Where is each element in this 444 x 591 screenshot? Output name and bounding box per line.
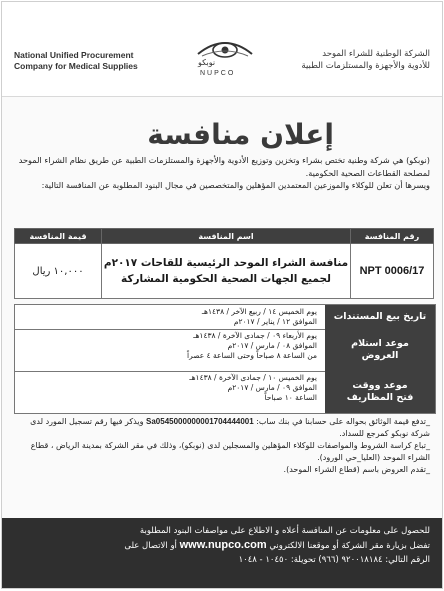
org-name-arabic: الشركة الوطنية للشراء الموحد للأدوية والأجهزة والمستلزمات الطبية bbox=[301, 49, 430, 71]
tender-price: ١٠,٠٠٠ ريال bbox=[15, 244, 102, 299]
note-payment bbox=[14, 416, 430, 440]
date-row-bid-submission bbox=[15, 329, 435, 372]
date-value: يوم الخميس ١٠ / جمادى الآخرة / ١٤٣٨هـ الموافق ٠٩ / مارس / ٢٠١٧م الساعة ١٠ صباحاً bbox=[189, 373, 317, 402]
org-name-english: National Unified Procurement Company for Medical Supplies bbox=[14, 50, 138, 71]
date-label: موعد استلام العروض bbox=[325, 329, 435, 371]
header-tender-number: رقم المنافسة bbox=[351, 229, 434, 244]
logo-english-text: NUPCO bbox=[200, 70, 236, 77]
note-payment-prefix: _تدفع قيمة الوثائق بحواله على حسابنا في بنك ساب: bbox=[256, 417, 430, 426]
intro-text bbox=[14, 154, 430, 192]
header bbox=[2, 2, 442, 97]
footer-contact-box bbox=[2, 518, 442, 588]
notes bbox=[14, 416, 430, 476]
note-payment-suffix: ويذكر فيها رقم تسجيل المورد لدى شركة نوبكو كمرجع للسداد. bbox=[30, 417, 430, 438]
header-tender-name: اسم المنافسة bbox=[102, 229, 351, 244]
page-title: إعلان منافسة bbox=[147, 118, 334, 151]
tender-number: NPT 0006/17 bbox=[351, 244, 434, 299]
footer-line bbox=[14, 538, 430, 553]
logo-arabic-text: نوبكو bbox=[198, 58, 216, 67]
dates-table bbox=[14, 304, 436, 414]
tender-table bbox=[14, 228, 434, 299]
footer-text: أو الاتصال على bbox=[124, 541, 177, 551]
footer-line: للحصول على معلومات عن المنافسة أعلاه و الاطلاع على مواصفات البنود المطلوبة bbox=[139, 526, 430, 536]
bank-account-number: Sa0545000000001704444001 bbox=[146, 417, 254, 426]
note-bid-submission: _تقدم العروض باسم (قطاع الشراء الموحد). bbox=[283, 465, 430, 474]
footer-phone: الرقم التالي: ٩٢٠٠١٨١٨٤ (٩٦٦) تحويلة: ١٠٤٥٠ - ١٠٤٨ bbox=[238, 555, 430, 565]
intro-paragraph: ويسرها أن تعلن للوكلاء والموزعين المعتمدين المؤهلين والمتخصصين في مجال البنود المطلوبة عن المنافسة التالية: bbox=[41, 180, 430, 190]
header-tender-price: قيمة المنافسة bbox=[15, 229, 102, 244]
table-row bbox=[15, 244, 434, 299]
date-value: يوم الأربعاء ٠٩ / جمادى الآخرة / ١٤٣٨هـ الموافق ٠٨ / مارس / ٢٠١٧م من الساعة ٨ صباحاً وحتى الساعة ٤ عصراً bbox=[187, 331, 317, 360]
tender-header-row bbox=[15, 229, 434, 244]
website-link[interactable]: www.nupco.com bbox=[179, 539, 267, 551]
tender-name: منافسة الشراء الموحد الرئيسية للقاحات ٢٠١٧م لجميع الجهات الصحية الحكومية المشاركة bbox=[102, 244, 351, 299]
note-documents-sale: _تباع كراسة الشروط والمواصفات للوكلاء المؤهلين والمسجلين لدى (نوبكو)، وذلك في مقر الشركة بمدينة الرياض ، قطاع الشراء الموحد (العليا_حي الورود). bbox=[30, 441, 430, 462]
intro-paragraph: (نوبكو) هي شركة وطنية تختص بشراء وتخزين وتوزيع الأدوية والأجهزة والمستلزمات الطبية عن طريق نظام الشراء الموحد لمصلحة القطاعات الصحية الحكومية. bbox=[18, 155, 430, 178]
date-label: موعد ووقت فتح المظاريف bbox=[325, 371, 435, 413]
date-label: تاريخ بيع المستندات bbox=[325, 305, 435, 329]
footer-text: تفضل بزيارة مقر الشركة أو موقعنا الالكتروني bbox=[269, 541, 430, 551]
date-row-envelope-opening bbox=[15, 371, 435, 413]
date-value: يوم الخميس ١٤ / ربيع الآخر / ١٤٣٨هـ الموافق ١٢ / يناير / ٢٠١٧م bbox=[201, 307, 317, 326]
date-row-document-sale bbox=[15, 305, 435, 330]
advertisement-page bbox=[1, 1, 443, 589]
